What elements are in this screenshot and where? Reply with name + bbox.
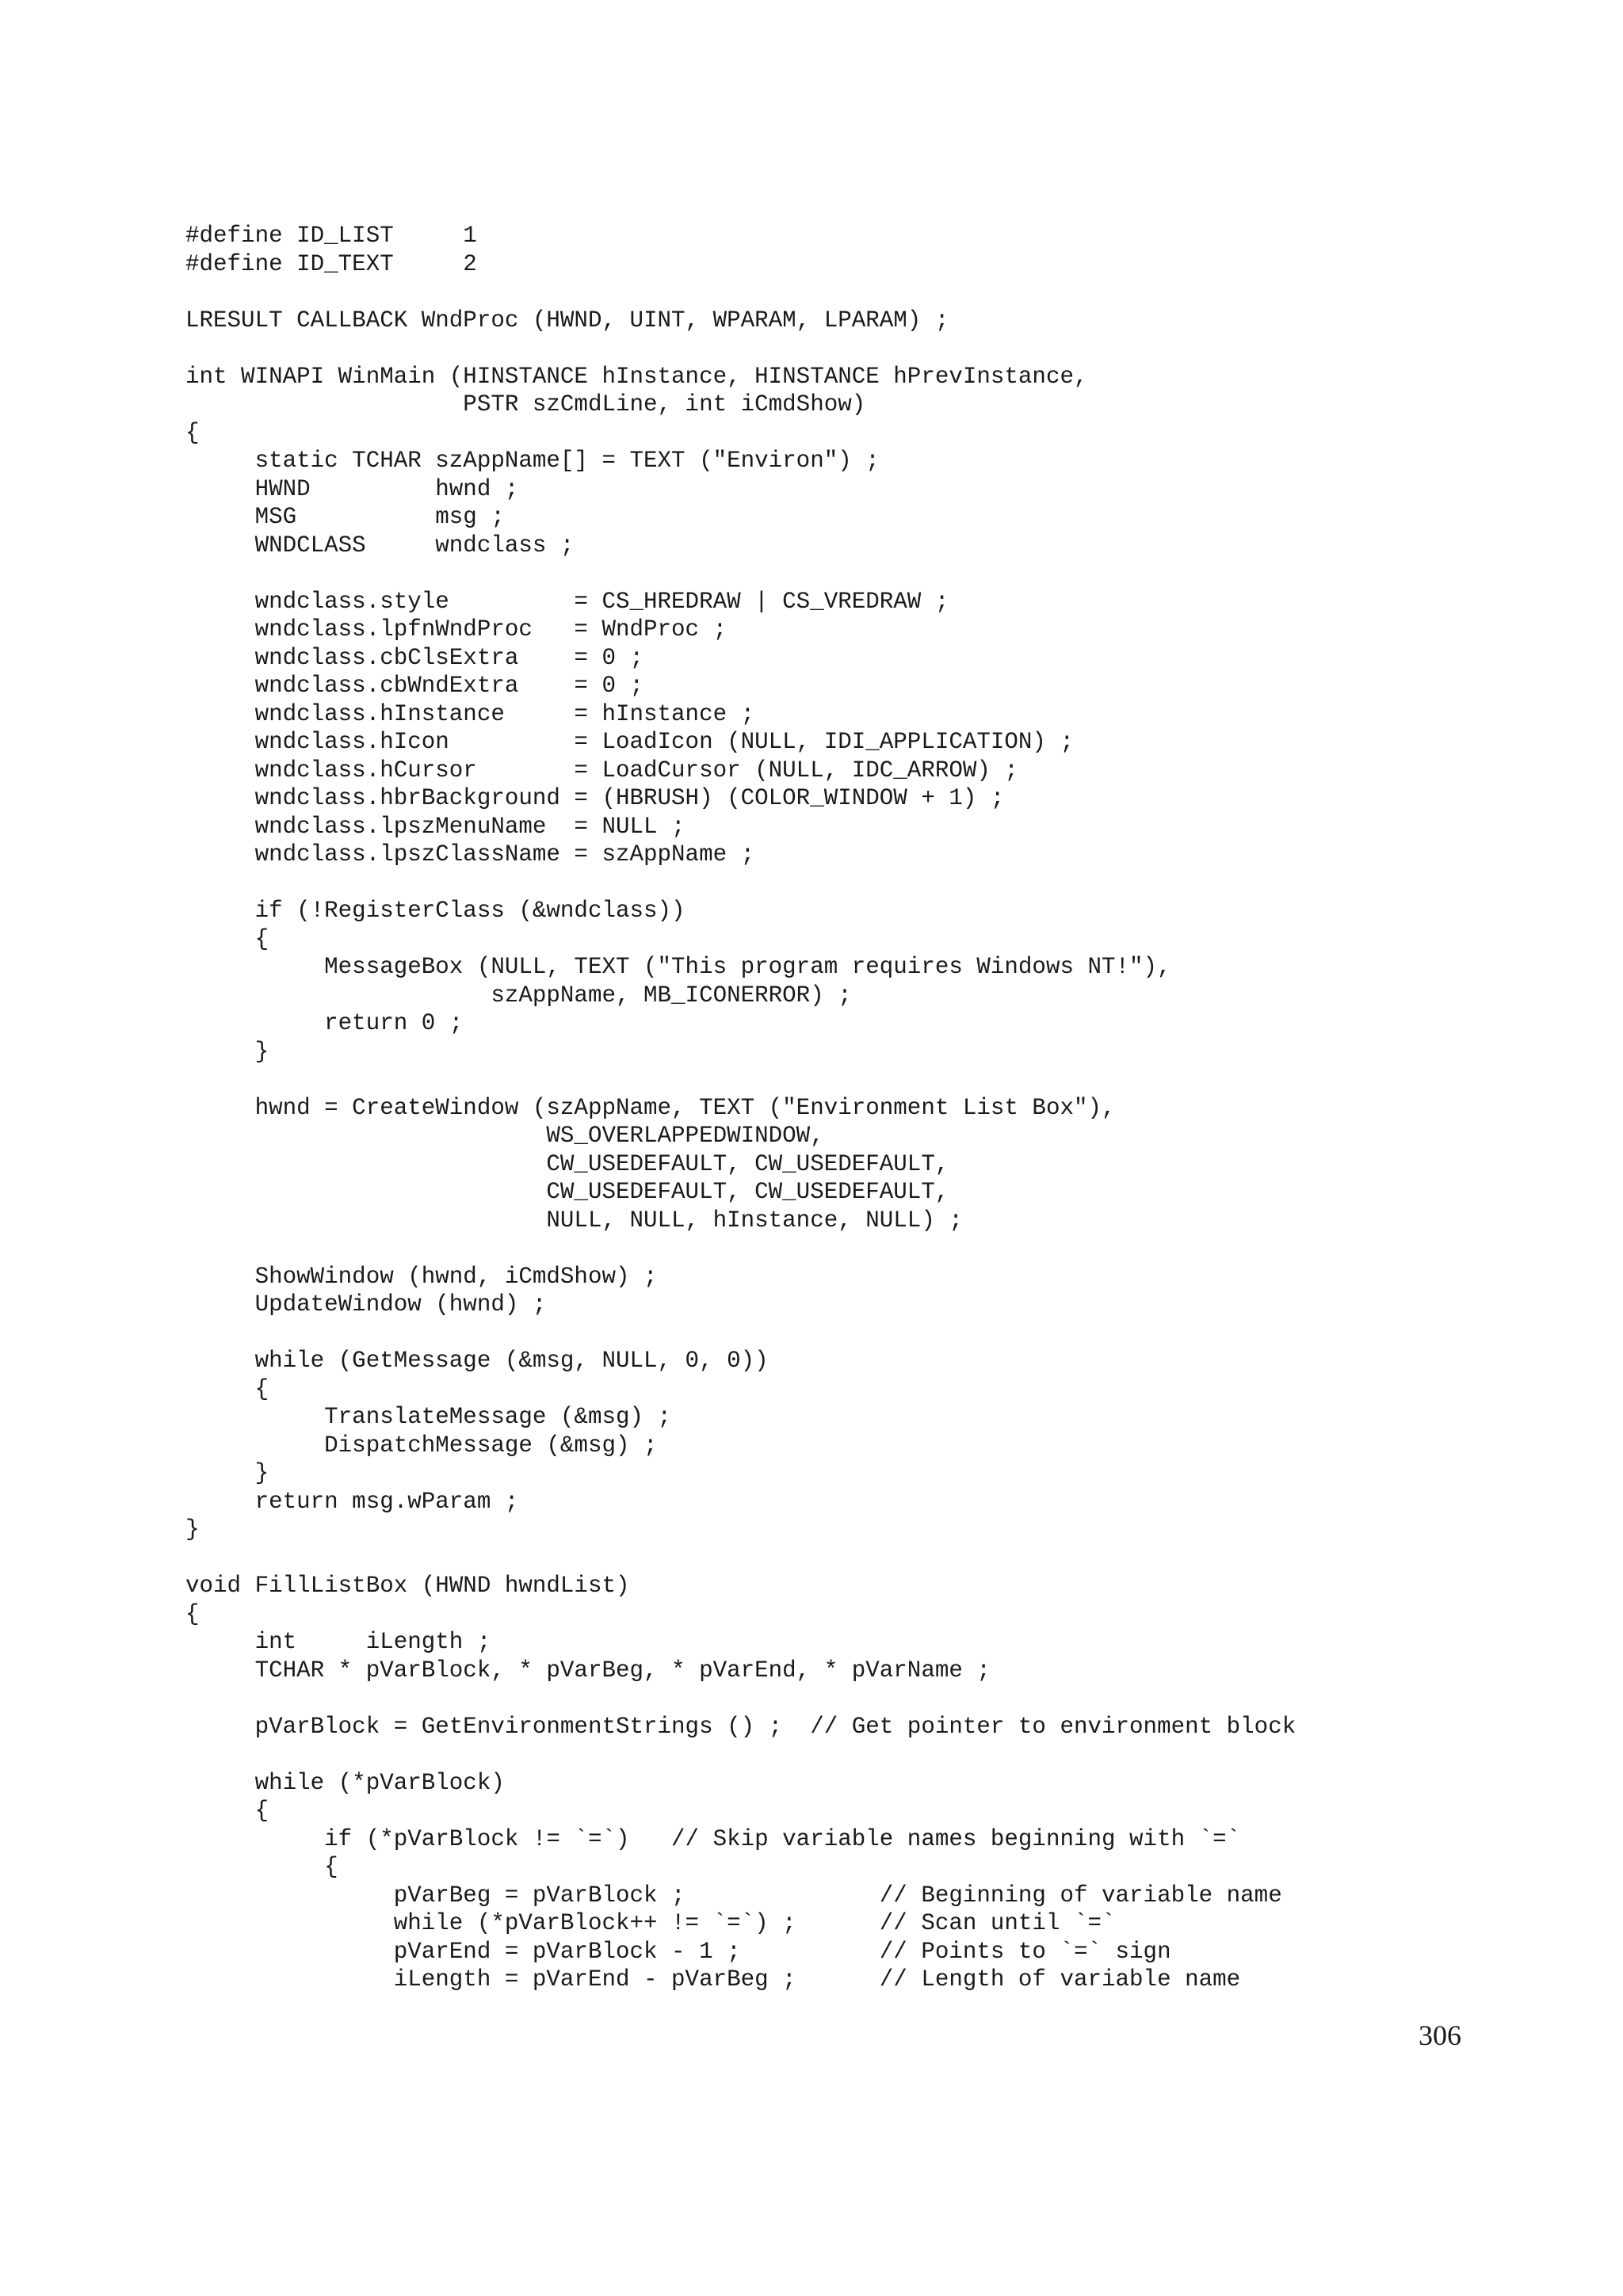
code-line: if (*pVarBlock != `=`) // Skip variable names beginning with `=` [185, 1825, 1241, 1852]
code-line: szAppName, MB_ICONERROR) ; [185, 982, 852, 1009]
code-line: wndclass.style = CS_HREDRAW | CS_VREDRAW ; [185, 588, 949, 615]
code-line: hwnd = CreateWindow (szAppName, TEXT ("Environment List Box"), [185, 1094, 1116, 1121]
code-line: pVarEnd = pVarBlock - 1 ; // Points to `=` sign [185, 1938, 1171, 1965]
code-line: } [185, 1516, 200, 1543]
code-line [185, 1234, 1296, 1263]
code-line: DispatchMessage (&msg) ; [185, 1432, 658, 1459]
code-line: wndclass.cbWndExtra = 0 ; [185, 673, 644, 699]
code-line: { [185, 1854, 338, 1880]
code-line: WS_OVERLAPPEDWINDOW, [185, 1123, 824, 1149]
code-line: NULL, NULL, hInstance, NULL) ; [185, 1207, 963, 1234]
code-line: wndclass.cbClsExtra = 0 ; [185, 644, 644, 671]
code-line [185, 1544, 1296, 1573]
code-line: MessageBox (NULL, TEXT ("This program requires Windows NT!"), [185, 954, 1171, 980]
code-line: ShowWindow (hwnd, iCmdShow) ; [185, 1263, 658, 1290]
code-line: pVarBeg = pVarBlock ; // Beginning of variable name [185, 1882, 1282, 1909]
code-line: { [185, 1600, 200, 1627]
code-line: wndclass.lpszClassName = szAppName ; [185, 841, 755, 868]
code-line: while (*pVarBlock) [185, 1769, 505, 1796]
code-line: UpdateWindow (hwnd) ; [185, 1291, 547, 1318]
code-line [185, 1684, 1296, 1713]
code-line: } [185, 1460, 269, 1486]
code-line: wndclass.hInstance = hInstance ; [185, 700, 755, 727]
code-line: CW_USEDEFAULT, CW_USEDEFAULT, [185, 1150, 949, 1177]
code-line: void FillListBox (HWND hwndList) [185, 1573, 630, 1599]
code-line: { [185, 1375, 269, 1402]
code-line: MSG msg ; [185, 504, 505, 530]
code-line: iLength = pVarEnd - pVarBeg ; // Length of variable name [185, 1966, 1241, 1993]
code-line: return msg.wParam ; [185, 1488, 519, 1515]
code-line [185, 559, 1296, 588]
code-line: return 0 ; [185, 1010, 464, 1036]
code-line: WNDCLASS wndclass ; [185, 532, 575, 559]
code-listing [185, 222, 1296, 1994]
code-line [185, 1319, 1296, 1348]
code-line: { [185, 1798, 269, 1824]
code-line: { [185, 925, 269, 952]
code-line: #define ID_LIST 1 [185, 223, 477, 249]
page-number: 306 [1419, 2019, 1461, 2051]
code-line [185, 334, 1296, 363]
code-line [185, 1066, 1296, 1094]
code-line: PSTR szCmdLine, int iCmdShow) [185, 391, 866, 418]
code-line: while (*pVarBlock++ != `=`) ; // Scan until `=` [185, 1910, 1116, 1936]
code-line: LRESULT CALLBACK WndProc (HWND, UINT, WPARAM, LPARAM) ; [185, 307, 949, 334]
code-line: wndclass.hCursor = LoadCursor (NULL, IDC_ARROW) ; [185, 757, 1018, 784]
code-line: int iLength ; [185, 1629, 491, 1655]
code-line: wndclass.hIcon = LoadIcon (NULL, IDI_APPLICATION) ; [185, 729, 1074, 755]
code-line: int WINAPI WinMain (HINSTANCE hInstance, HINSTANCE hPrevInstance, [185, 363, 1088, 390]
code-line: } [185, 1038, 269, 1065]
code-line: wndclass.lpszMenuName = NULL ; [185, 813, 685, 840]
code-line: pVarBlock = GetEnvironmentStrings () ; // Get pointer to environment block [185, 1713, 1296, 1740]
code-line: #define ID_TEXT 2 [185, 250, 477, 277]
code-line: while (GetMessage (&msg, NULL, 0, 0)) [185, 1348, 769, 1374]
code-line: { [185, 419, 200, 446]
code-line: if (!RegisterClass (&wndclass)) [185, 898, 685, 924]
code-line: TranslateMessage (&msg) ; [185, 1404, 672, 1430]
code-line: static TCHAR szAppName[] = TEXT ("Environ") ; [185, 448, 880, 474]
code-line [185, 869, 1296, 898]
code-line [185, 278, 1296, 307]
code-line: wndclass.hbrBackground = (HBRUSH) (COLOR_WINDOW + 1) ; [185, 785, 1005, 811]
code-line: HWND hwnd ; [185, 475, 519, 502]
code-line: wndclass.lpfnWndProc = WndProc ; [185, 616, 727, 643]
code-line: TCHAR * pVarBlock, * pVarBeg, * pVarEnd, * pVarName ; [185, 1657, 991, 1684]
code-line: CW_USEDEFAULT, CW_USEDEFAULT, [185, 1179, 949, 1205]
code-line [185, 1741, 1296, 1769]
